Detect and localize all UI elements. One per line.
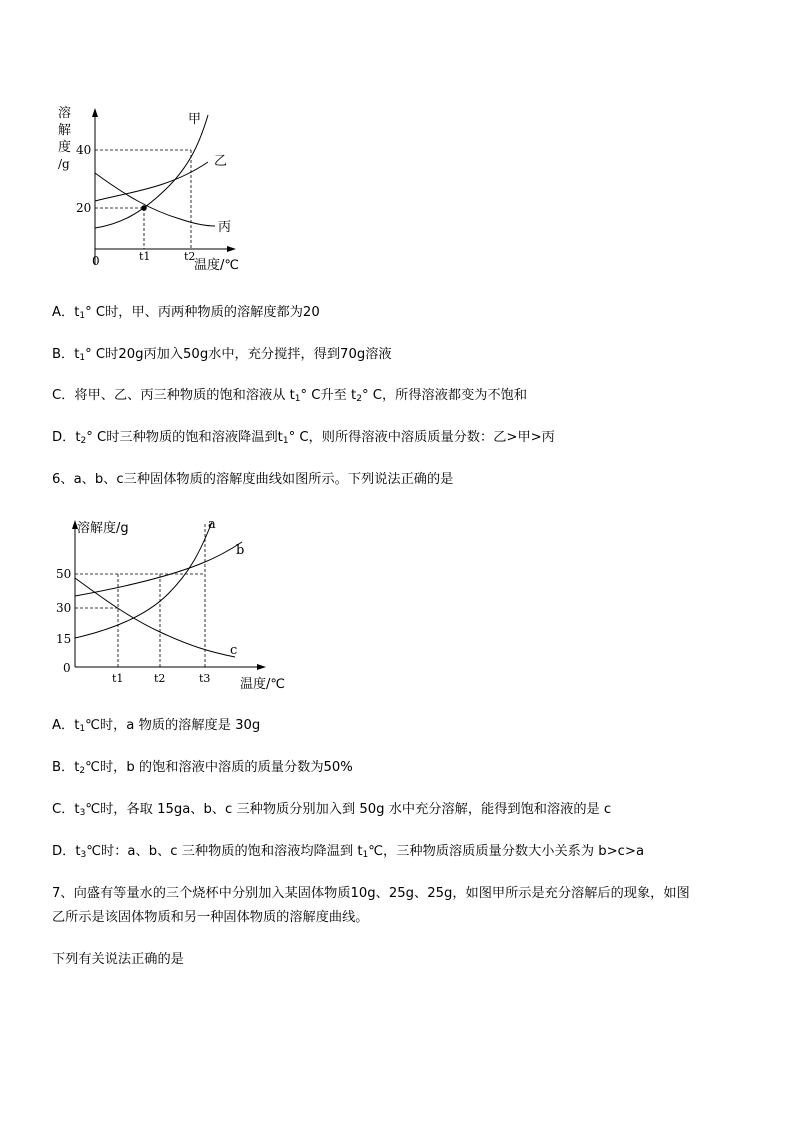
text: C．t xyxy=(52,802,80,817)
fig1-x-tick-t1: t1 xyxy=(139,250,151,263)
text: ° C时，甲、丙两种物质的溶解度都为20 xyxy=(85,305,320,320)
text: ° C，所得溶液都变为不饱和 xyxy=(361,388,528,403)
subscript: 1 xyxy=(79,311,86,321)
fig1-x-tick-t2: t2 xyxy=(184,250,196,263)
solubility-figure-1 xyxy=(50,100,250,275)
text: ℃，三种物质溶质质量分数大小关系为 b>c>a xyxy=(368,844,645,859)
fig2-curve-c xyxy=(75,578,238,658)
fig1-y-title-1: 溶 xyxy=(58,106,72,121)
fig1-label-jia: 甲 xyxy=(188,112,202,127)
text: ℃时，各取 15ga、b、c 三种物质分别加入到 50g 水中充分溶解，能得到饱和溶液的是 c xyxy=(85,802,612,817)
subscript: 2 xyxy=(80,436,87,446)
fig1-x-arrow xyxy=(227,246,236,252)
subscript: 1 xyxy=(79,724,86,734)
text: D．t xyxy=(52,430,81,445)
subscript: 3 xyxy=(80,850,87,860)
subscript: 1 xyxy=(79,353,86,363)
q7-stem-line-2: 乙所示是该固体物质和另一种固体物质的溶解度曲线。 xyxy=(52,910,369,925)
text: D．t xyxy=(52,844,81,859)
fig1-y-title-4: /g xyxy=(58,157,70,171)
text: ℃时，b 的饱和溶液中溶质的质量分数为50% xyxy=(85,760,353,775)
q6-option-d xyxy=(52,842,644,862)
text: ° C升至 t xyxy=(300,388,357,403)
fig2-origin: 0 xyxy=(63,661,71,675)
fig2-x-tick-t1: t1 xyxy=(112,672,124,685)
subscript: 1 xyxy=(362,850,369,860)
fig2-curve-b xyxy=(75,542,245,596)
fig1-label-bing: 丙 xyxy=(218,220,232,235)
q7-stem-line-1: 7、向盛有等量水的三个烧杯中分别加入某固体物质10g、25g、25g，如图甲所示是充分溶解后的现象，如图 xyxy=(52,886,690,901)
q6-option-a xyxy=(52,716,260,736)
text: B．t xyxy=(52,760,80,775)
subscript: 2 xyxy=(79,766,86,776)
fig1-label-yi: 乙 xyxy=(214,154,228,169)
q7-stem-line-3: 下列有关说法正确的是 xyxy=(52,952,184,967)
q5-option-c xyxy=(52,386,527,406)
fig2-y-title: 溶解度/g xyxy=(77,521,129,536)
fig2-curve-a xyxy=(75,522,212,638)
text: A．t xyxy=(52,718,80,733)
text: ° C，则所得溶液中溶质质量分数：乙>甲>丙 xyxy=(288,430,555,445)
fig1-y-title-3: 度 xyxy=(58,140,72,155)
fig2-x-tick-t3: t3 xyxy=(199,672,211,685)
q6-stem: 6、a、b、c三种固体物质的溶解度曲线如图所示。下列说法正确的是 xyxy=(52,472,454,487)
fig2-label-a: a xyxy=(208,517,216,532)
text: C．将甲、乙、丙三种物质的饱和溶液从 t xyxy=(52,388,295,403)
text: ° C时20g丙加入50g水中，充分搅拌，得到70g溶液 xyxy=(85,347,392,362)
fig2-label-c: c xyxy=(230,643,238,658)
fig2-label-b: b xyxy=(236,543,245,558)
fig1-y-arrow xyxy=(92,108,98,117)
fig1-y-tick-20: 20 xyxy=(76,201,92,215)
text: ℃时：a、b、c 三种物质的饱和溶液均降温到 t xyxy=(86,844,363,859)
q5-option-d xyxy=(52,428,555,448)
fig2-y-tick-15: 15 xyxy=(56,632,72,646)
text: ℃时，a 物质的溶解度是 30g xyxy=(85,718,261,733)
q5-option-b xyxy=(52,345,392,365)
text: A．t xyxy=(52,305,80,320)
subscript: 1 xyxy=(282,436,289,446)
fig2-x-tick-t2: t2 xyxy=(154,672,166,685)
fig2-x-title: 温度/℃ xyxy=(240,677,285,692)
fig2-y-tick-50: 50 xyxy=(56,567,72,581)
q6-option-b xyxy=(52,758,353,778)
fig2-x-arrow xyxy=(257,664,266,670)
subscript: 1 xyxy=(294,394,301,404)
text: B．t xyxy=(52,347,80,362)
q5-option-a xyxy=(52,303,320,323)
solubility-figure-2 xyxy=(50,512,310,697)
subscript: 3 xyxy=(79,808,86,818)
fig2-y-tick-30: 30 xyxy=(56,601,72,615)
subscript: 2 xyxy=(356,394,362,404)
text: ° C时三种物质的饱和溶液降温到t xyxy=(86,430,283,445)
q6-option-c xyxy=(52,800,611,820)
fig1-origin: 0 xyxy=(92,254,100,268)
fig1-y-tick-40: 40 xyxy=(76,143,92,157)
fig1-y-title-2: 解 xyxy=(58,123,72,138)
fig1-intersection-point xyxy=(141,205,147,211)
fig1-x-title: 温度/℃ xyxy=(194,258,239,273)
